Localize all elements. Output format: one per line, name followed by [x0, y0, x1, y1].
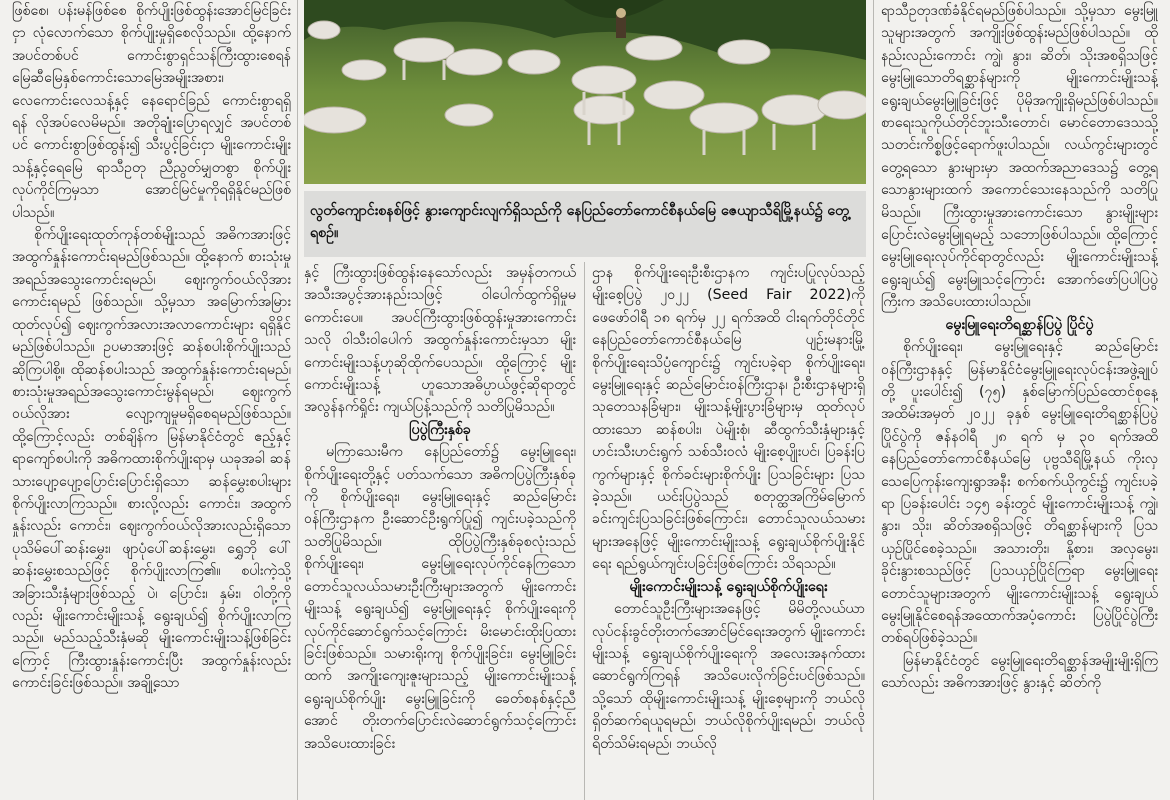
article-column-3 [592, 262, 865, 800]
column-rule [873, 0, 874, 800]
section-heading: ပြပွဲကြီးနှစ်ခု [409, 421, 471, 438]
cattle-grazing-photo [304, 0, 866, 184]
article-column-1 [12, 0, 291, 800]
section-heading: မွေးမြူရေးတိရစ္ဆာန်ပြပွဲ ပြိုင်ပွဲ [945, 316, 1094, 333]
paragraph: နှင့် ကြီးထွားဖြစ်ထွန်းနေသော်လည်း အမှန်တကယ် အသီးအပွင့်အားနည်းသဖြင့် ဝါပေါက်ထွက်ရှိမှုမကောင်းပေ။ အပင်ကြီးထွားဖြစ်ထွန်းမှုအားကောင်းသလို ဝါသီးဝါပေါက် အထွက်နှုန်းကောင်းမှသာ မျိုးကောင်းမျိုးသန့်ဟုဆိုထိုက်ပေသည်။ ထို့ကြောင့် မျိုးကောင်းမျိုးသန့် ဟူသောအဓိပ္ပာယ်ဖွင့်ဆိုရာတွင် အလွန်နက်ရှိုင်း ကျယ်ပြန့်သည်ကို သတိပြုမိသည်။ [304, 265, 576, 416]
column-rule [584, 262, 585, 800]
column-rule [297, 0, 298, 800]
section-heading: မျိုးကောင်းမျိုးသန့် ရွေးချယ်စိုက်ပျိုးရေး [629, 578, 828, 595]
article-column-2 [304, 262, 576, 800]
photo-caption: လွတ်ကျောင်းစနစ်ဖြင့် နွားကျောင်းလျက်ရှိသည်ကို နေပြည်တော်ကောင်စီနယ်မြေ ဇေယျာသီရိမြို့နယ်၌ တွေ့ရစဉ်။ [304, 191, 866, 257]
paragraph: မကြာသေးမီက နေပြည်တော်၌ မွေးမြူရေး၊ စိုက်ပျိုးရေးတို့နှင့် ပတ်သက်သော အဓိကပြပွဲကြီးနှစ်ခုကို စိုက်ပျိုးရေး၊ မွေးမြူရေးနှင့် ဆည်မြောင်းဝန်ကြီးဌာနက ဦးဆောင်ဦးရွက်ပြု၍ ကျင်းပခဲ့သည်ကို သတိပြုမိသည်။ ထိုပြပွဲကြီးနှစ်ခုစလုံးသည် စိုက်ပျိုးရေး၊ မွေးမြူရေးလုပ်ကိုင်နေကြသော တောင်သူလယ်သမားဦးကြီးများအတွက် မျိုးကောင်းမျိုးသန့် ရွေးချယ်၍ မွေးမြူရေးနှင့် စိုက်ပျိုးရေးကို လုပ်ကိုင်ဆောင်ရွက်သင့်ကြောင်း မိးမောင်းထိုးပြထားခြင်းဖြစ်သည်။ သမားရိုးကျ စိုက်ပျိုးခြင်း၊ မွေးမြူခြင်းထက် အကျိုးကျေးဇူးများသည့် မျိုးကောင်းမျိုးသန့် ရွေးချယ်စိုက်ပျိုး မွေးမြူခြင်းကို ခေတ်စနစ်နှင့်ညီအောင် တိုးတက်ပြောင်းလဲဆောင်ရွက်သင့်ကြောင်း အသိပေးထားခြင်း [304, 444, 576, 752]
paragraph: ဌာန စိုက်ပျိုးရေးဦးစီးဌာနက ကျင်းပပြုလုပ်သည့် မျိုးစေ့ပြပွဲ ၂၀၂၂ (Seed Fair 2022)ကို ဖေဖော်ဝါရီ ၁၈ ရက်မှ ၂၂ ရက်အထိ ငါးရက်တိုင်တိုင် နေပြည်တော်ကောင်စီနယ်မြေ ပျဉ်းမနားမြို့ စိုက်ပျိုးရေးသိပ္ပံကျောင်း၌ ကျင်းပခဲ့ရာ စိုက်ပျိုးရေး၊ မွေးမြူရေးနှင့် ဆည်မြောင်းဝန်ကြီးဌာန၊ ဦးစီးဌာနများရှိ သုတေသနခြံများ၊ မျိုးသန့်မျိုးပွားခြံများမှ ထုတ်လုပ်ထားသော ဆန်စပါး၊ ပဲမျိုးစုံ၊ ဆီထွက်သီးနှံများနှင့် ဟင်းသီးဟင်းရွက် သစ်သီးဝလံ မျိုးစေ့ပျိုးပင်၊ ပြခန်းပြကွက်များနှင့် စိုက်ခင်းများစိုက်ပျိုး ပြသခြင်းများ ပြသခဲ့သည်။ ယင်းပြပွဲသည် စတုတ္ထအကြိမ်မြောက် ခင်းကျင်းပြသခြင်းဖြစ်ကြောင်း၊ တောင်သူလယ်သမားများအနေဖြင့် မျိုးကောင်းမျိုးသန့် ရွေးချယ်စိုက်ပျိုးနိုင်ရေး ရည်ရွယ်ကျင်းပခြင်းဖြစ်ကြောင်း သိရသည်။ [592, 265, 865, 573]
news-photo [304, 0, 866, 184]
paragraph: ဖြစ်စေ၊ ပန်းမန်ဖြစ်စေ စိုက်ပျိုးဖြစ်ထွန်းအောင်မြင်ခြင်းငှာ လုံလောက်သော စိုက်ပျိုးမှုရှိစေလိုသည်။ ထို့နောက် အပင်တစ်ပင် ကောင်းစွာရှင်သန်ကြီးထွားစေရန် မြေဆီမြေနှစ်ကောင်းသောမြေအမျိုးအစား၊ လေကောင်းလေသန့်နှင့် နေရောင်ခြည် ကောင်းစွာရရှိရန် လိုအပ်လေမိမည်။ အတိုချုံးပြောရလျှင် အပင်တစ်ပင် ကောင်းစွာဖြစ်ထွန်း၍ သီးပွင့်ခြင်းငှာ မျိုးကောင်းမျိုးသန့်နှင့်ရေမြေ ရာသီဥတု ညီညွတ်မျှတစွာ စိုက်ပျိုးလုပ်ကိုင်ကြမှသာ အောင်မြင်မှုကိုရရှိနိုင်မည်ဖြစ်ပါသည်။ [12, 3, 291, 221]
paragraph: တောင်သူဦးကြီးများအနေဖြင့် မိမိတို့လယ်ယာလုပ်ငန်းခွင်တိုးတက်အောင်မြင်ရေးအတွက် မျိုးကောင်းမျိုးသန့် ရွေးချယ်စိုက်ပျိုးရေးကို အလေးအနက်ထားဆောင်ရွက်ကြရန် အသိပေးလိုက်ခြင်းပင်ဖြစ်သည်။ သို့သော် ထိုမျိုးကောင်းမျိုးသန့် မျိုးစေ့များကို ဘယ်လိုရှိတ်ဆက်ရယူရမည်၊ ဘယ်လိုစိုက်ပျိုးရမည်၊ ဘယ်လိုရိတ်သိမ်းရမည်၊ ဘယ်လို [592, 601, 865, 752]
paragraph: စိုက်ပျိုးရေးထုတ်ကုန်တစ်မျိုးသည် အဓိကအားဖြင့် အထွက်နှုန်းကောင်းရမည်ဖြစ်သည်။ ထို့နောက် စားသုံးမှုအရည်အသွေးကောင်းရမည်၊ ဈေးကွက်ဝယ်လိုအားကောင်းရမည် ဖြစ်သည်။ သို့မှသာ အမြောက်အမြားထုတ်လုပ်၍ ဈေးကွက်အလားအလာကောင်းများ ရရှိနိုင်မည်ဖြစ်ပါသည်။ ဥပမာအားဖြင့် ဆန်စပါးစိုက်ပျိုးသည်ဆိုကြပါစို့။ ထိုဆန်စပါးသည် အထွက်နှုန်းကောင်းရမည်၊ စားသုံးမှုအရည်အသွေးကောင်းမွန်ရမည်၊ ဈေးကွက်ဝယ်လိုအား လျော့ကျမှုမရှိစေရမည်ဖြစ်သည်။ ထို့ကြောင့်လည်း တစ်ချိန်က မြန်မာနိုင်ငံတွင် ဧည့်နှင့်ရာကျော်စပါးကို အဓိကထားစိုက်ပျိုးရာမှ ယခုအခါ ဆန်သားပျော့ပျော့ပြောင်းပြောင်းရှိသော ဆန်မွှေးစပါးများ စိုက်ပျိုးလာကြသည်။ စားလို့လည်း ကောင်း၊ အထွက်နှုန်းလည်း ကောင်း၊ ဈေးကွက်ဝယ်လိုအားလည်းရှိသော ပုသိမ်ပေါ်ဆန်းမွှေး၊ ဖျာပုံပေါ်ဆန်းမွှေး၊ ရွှေဘို ပေါ်ဆန်းမွှေးစသည်ဖြင့် စိုက်ပျိုးလာကြ၏။ စပါးကဲ့သို့ အခြားသီးနှံများဖြစ်သည့် ပဲ၊ ပြောင်း၊ နှမ်း၊ ဝါတို့ကိုလည်း မျိုးကောင်းမျိုးသန့် ရွေးချယ်၍ စိုက်ပျိုးလာကြသည်။ မည်သည့်သီးနှံမဆို မျိုးကောင်းမျိုးသန့်ဖြစ်ခြင်းကြောင့် ကြီးထွားနှုန်းကောင်းပြီး အထွက်နှုန်းလည်း ကောင်းခြင်းဖြစ်သည်။ အချို့သော [12, 227, 291, 692]
paragraph: မြန်မာနိုင်ငံတွင် မွေးမြူရေးတိရစ္ဆာန်အမျိုးမျိုးရှိကြသော်လည်း အဓိကအားဖြင့် နွားနှင့် ဆိတ်ကို [881, 652, 1158, 692]
article-column-4 [881, 0, 1158, 800]
paragraph: စိုက်ပျိုးရေး၊ မွေးမြူရေးနှင့် ဆည်မြောင်းဝန်ကြီးဌာနနှင့် မြန်မာနိုင်ငံမွေးမြူရေးလုပ်ငန်းအဖွဲ့ချုပ်တို့ ပူးပေါင်း၍ (၇၅) နှစ်မြောက်ပြည်ထောင်စုနေ့အထိမ်းအမှတ် ၂၀၂၂ ခုနှစ် မွေးမြူရေးတိရစ္ဆာန်ပြပွဲ ပြိုင်ပွဲကို ဇန်နဝါရီ ၂၈ ရက် မှ ၃၀ ရက်အထိ နေပြည်တော်ကောင်စီနယ်မြေ ပုဗ္ဗသီရိမြို့နယ် ကိုးလှသေပြေကုန်းကျေးရွာအနီး စက်စက်ယိုကွင်း၌ ကျင်းပခဲ့ရာ ပြခန်းပေါင်း ၁၄၅ ခန်းတွင် မျိုးကောင်းမျိုးသန့် ကျွဲ၊ နွား၊ သိုး၊ ဆိတ်အစရှိသဖြင့် တိရစ္ဆာန်များကို ပြသယှဉ်ပြိုင်စေခဲ့သည်။ အသားတိုး၊ နို့စား၊ အလှမွေး၊ ခိုင်းနွားစသည်ဖြင့် ပြသယှဉ်ပြိုင်ကြရာ မွေးမြူရေးတောင်သူများအတွက် မျိုးကောင်းမျိုးသန့် ရွေးချယ် မွေးမြူနိုင်စေရန်အထောက်အပံ့ကောင်း ပြပွဲပြိုင်ပွဲကြီးတစ်ရပ်ဖြစ်ခဲ့သည်။ [881, 339, 1158, 647]
paragraph: ရာသီဥတုဒဏ်ခံနိုင်ရမည်ဖြစ်ပါသည်။ သို့မှသာ မွေးမြူသူများအတွက် အကျိုးဖြစ်ထွန်းမည်ဖြစ်ပါသည်။ ထိုနည်းလည်းကောင်း ကျွဲ၊ နွား၊ ဆိတ်၊ သိုးအစရှိသဖြင့် မွေးမြူသောတိရစ္ဆာန်များကို မျိုးကောင်းမျိုးသန့် ရွေးချယ်မွေးမြူခြင်းဖြင့် ပိုမိုအကျိုးရှိမည်ဖြစ်ပါသည်။ စာရေးသူကိုယ်တိုင်ဘူးသီးတောင်၊ မောင်တောဒေသသို့ သတင်းကိစ္စဖြင့်ရောက်ဖူးပါသည်။ လယ်ကွင်းများတွင် တွေ့ရသော နွားများမှာ အထက်အညာဒေသ၌ တွေ့ရသောနွားများထက် အကောင်သေးနေသည်ကို သတိပြုမိသည်။ ကြီးထွားမှုအားကောင်းသော နွားမျိုးများ ပြောင်းလဲမွေးမြူရမည့် သဘောဖြစ်ပါသည်။ ထို့ကြောင့် မွေးမြူရေးလုပ်ကိုင်ရာတွင်လည်း မျိုးကောင်းမျိုးသန့် ရွေးချယ်၍ မွေးမြူသင့်ကြောင်း အောက်ဖော်ပြပါပြပွဲကြီးက အသိပေးထားပါသည်။ [881, 3, 1158, 311]
